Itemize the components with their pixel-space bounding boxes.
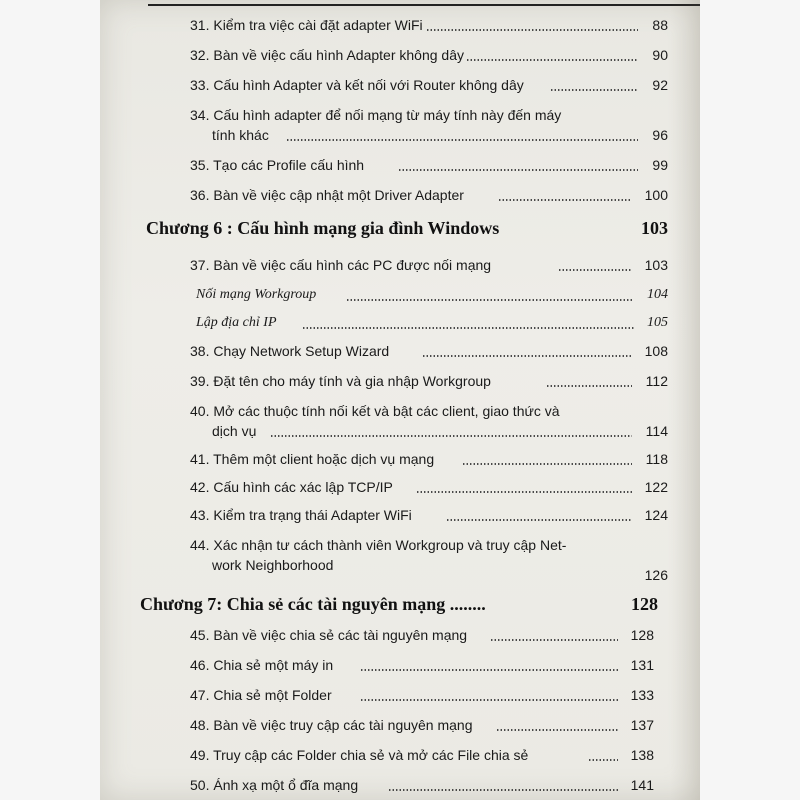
entry-page: 124 (644, 507, 668, 523)
entry-title: Cấu hình các xác lập TCP/IP (213, 479, 393, 495)
top-rule (148, 4, 700, 6)
leader-dots (558, 256, 632, 274)
entry-title-line1: Cấu hình adapter để nối mạng từ máy tính này đến máy (213, 107, 562, 123)
toc-entry (190, 402, 668, 442)
entry-title: Chia sẻ một máy in (213, 657, 334, 673)
entry-number: 35. (190, 157, 210, 173)
subentry-title: Lập địa chỉ IP (196, 315, 277, 330)
entry-page: 128 (630, 627, 654, 643)
entry-title: Cấu hình Adapter và kết nối với Router không dây (213, 77, 524, 93)
toc-entry (190, 536, 668, 583)
entry-title-line2: tính khác (212, 127, 269, 143)
leader-dots (496, 716, 618, 734)
toc-entry (190, 106, 668, 146)
chapter-heading (146, 218, 668, 239)
entry-page: 112 (645, 373, 668, 389)
page-gutter-shadow (670, 0, 700, 800)
entry-title: Chạy Network Setup Wizard (213, 343, 390, 359)
chapter-page: 103 (641, 218, 668, 238)
entry-page: 100 (644, 187, 668, 203)
leader-dots (398, 156, 638, 174)
entry-title: Bàn về việc cấu hình các PC được nối mạng (213, 257, 492, 273)
entry-page: 131 (630, 657, 654, 673)
leader-dots (426, 16, 638, 34)
entry-title-line1: Mở các thuộc tính nối kết và bật các client, giao thức và (213, 403, 560, 419)
leader-dots (422, 342, 632, 360)
entry-title: Bàn về việc cấu hình Adapter không dây (213, 47, 464, 63)
entry-title: Ánh xạ một ổ đĩa mạng (213, 777, 359, 793)
leader-dots (546, 372, 632, 390)
chapter-title: Chương 6 : Cấu hình mạng gia đình Windows (146, 218, 500, 238)
leader-dots (550, 76, 638, 94)
entry-number: 39. (190, 373, 210, 389)
entry-page: 126 (644, 567, 668, 583)
leader-dots (462, 450, 632, 468)
entry-title-line1: Xác nhận tư cách thành viên Workgroup và truy cập Net- (213, 537, 567, 553)
entry-page: 122 (644, 479, 668, 495)
leader-dots (286, 126, 638, 144)
entry-title: Kiểm tra việc cài đặt adapter WiFi (213, 17, 423, 33)
entry-title: Thêm một client hoặc dịch vụ mạng (213, 451, 435, 467)
book-page (100, 0, 700, 800)
leader-dots (588, 746, 618, 764)
leader-dots (346, 286, 634, 304)
entry-number: 46. (190, 657, 210, 673)
leader-dots (388, 776, 618, 794)
entry-page: 96 (652, 127, 668, 143)
chapter-title: Chương 7: Chia sẻ các tài nguyên mạng ........ (140, 594, 486, 614)
entry-page: 114 (645, 423, 668, 439)
entry-title-line2: dịch vụ (212, 423, 257, 439)
entry-page: 92 (652, 77, 668, 93)
entry-number: 33. (190, 77, 210, 93)
entry-number: 44. (190, 537, 210, 553)
chapter-heading (140, 594, 658, 615)
entry-number: 48. (190, 717, 210, 733)
entry-number: 40. (190, 403, 210, 419)
leader-dots (360, 686, 618, 704)
entry-page: 118 (645, 451, 668, 467)
leader-dots (446, 506, 632, 524)
entry-title: Kiểm tra trạng thái Adapter WiFi (213, 507, 412, 523)
chapter-page: 128 (631, 594, 658, 614)
leader-dots (490, 626, 618, 644)
entry-number: 47. (190, 687, 210, 703)
entry-number: 45. (190, 627, 210, 643)
entry-title: Đặt tên cho máy tính và gia nhập Workgroup (213, 373, 491, 389)
entry-number: 49. (190, 747, 210, 763)
subentry-page: 105 (647, 315, 668, 330)
entry-number: 34. (190, 107, 210, 123)
entry-number: 42. (190, 479, 210, 495)
entry-page: 108 (644, 343, 668, 359)
entry-page: 99 (652, 157, 668, 173)
entry-title: Bàn về việc chia sẻ các tài nguyên mạng (213, 627, 468, 643)
leader-dots (360, 656, 618, 674)
entry-page: 137 (630, 717, 654, 733)
leader-dots (416, 478, 632, 496)
entry-number: 50. (190, 777, 210, 793)
entry-number: 37. (190, 257, 210, 273)
entry-title: Bàn về việc truy cập các tài nguyên mạng (213, 717, 473, 733)
leader-dots (270, 422, 632, 440)
entry-number: 31. (190, 17, 210, 33)
entry-page: 88 (652, 17, 668, 33)
leader-dots (466, 46, 638, 64)
entry-title: Bàn về việc cập nhật một Driver Adapter (213, 187, 464, 203)
entry-page: 133 (630, 687, 654, 703)
entry-title: Tạo các Profile cấu hình (213, 157, 365, 173)
entry-page: 138 (630, 747, 654, 763)
entry-page: 141 (630, 777, 654, 793)
entry-title-line2: work Neighborhood (212, 557, 334, 573)
entry-number: 38. (190, 343, 210, 359)
subentry-title: Nối mạng Workgroup (196, 287, 317, 302)
entry-number: 41. (190, 451, 210, 467)
entry-number: 32. (190, 47, 210, 63)
subentry-page: 104 (647, 287, 668, 302)
leader-dots (498, 186, 630, 204)
entry-page: 90 (652, 47, 668, 63)
leader-dots (302, 314, 634, 332)
entry-page: 103 (644, 257, 668, 273)
entry-number: 43. (190, 507, 210, 523)
entry-title: Chia sẻ một Folder (213, 687, 332, 703)
entry-title: Truy cập các Folder chia sẻ và mở các File chia sẻ (213, 747, 529, 763)
entry-number: 36. (190, 187, 210, 203)
